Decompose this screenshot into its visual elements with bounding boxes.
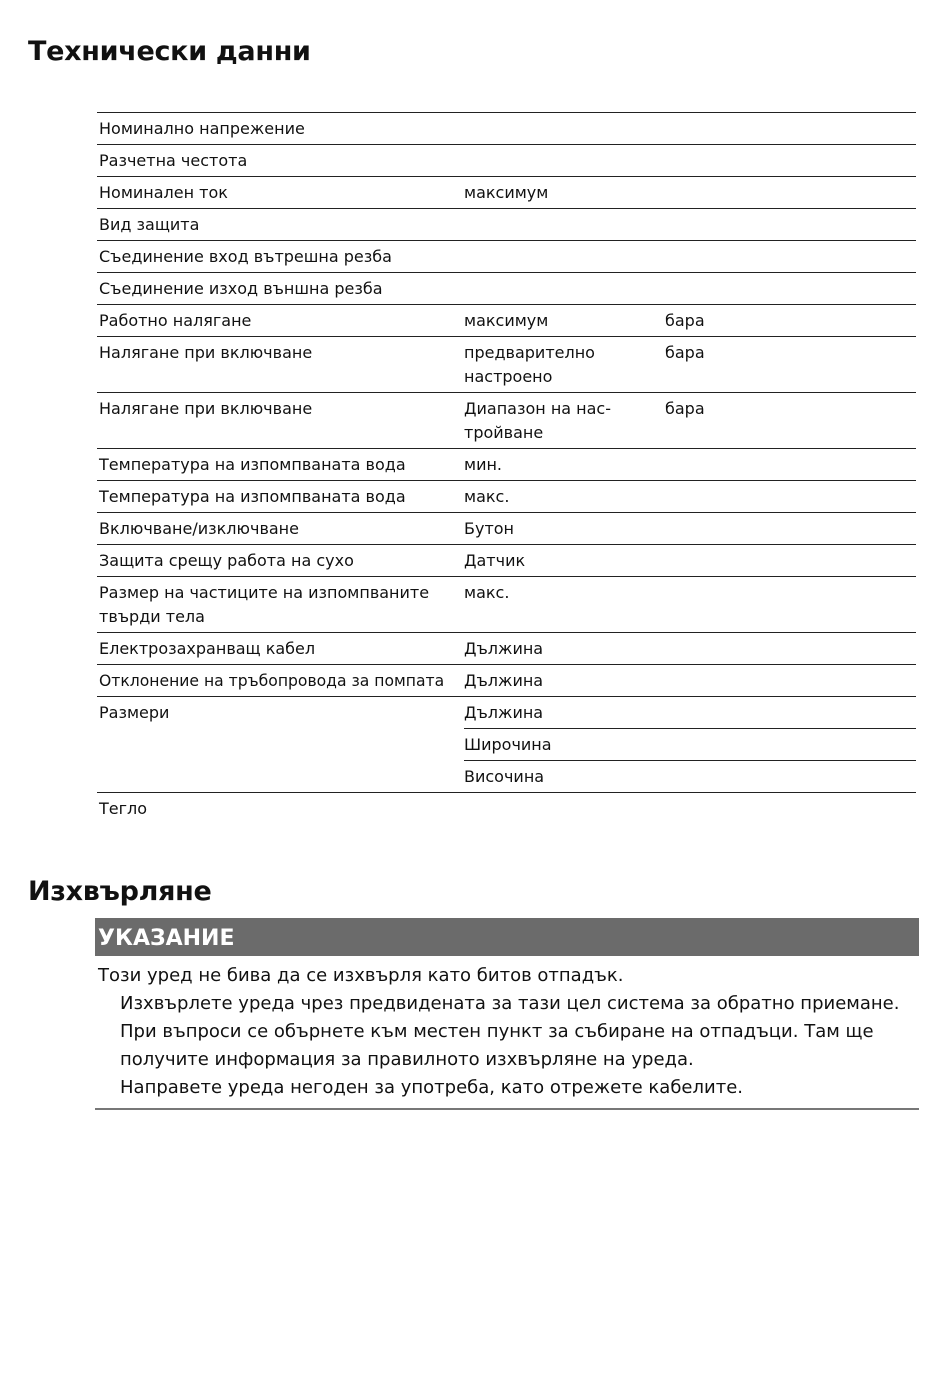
table-row	[97, 633, 916, 665]
table-row	[97, 449, 916, 481]
row-unit	[665, 145, 916, 176]
row-label: Налягане при включване	[99, 343, 313, 362]
row-unit	[665, 177, 916, 208]
row-unit: бара	[665, 399, 705, 418]
dimension-length: Дължина	[464, 703, 544, 722]
row-unit	[665, 241, 916, 272]
row-unit	[665, 633, 916, 664]
row-qualifier: макс.	[464, 487, 510, 506]
table-row	[97, 577, 916, 633]
row-unit	[665, 113, 916, 144]
table-row	[97, 337, 916, 393]
row-label: Разчетна честота	[99, 151, 248, 170]
row-label: Работно налягане	[99, 311, 252, 330]
notice-item: Изхвърлете уреда чрез предвидената за тази цел система за обратно приемане.	[120, 993, 900, 1014]
row-unit	[665, 209, 916, 240]
row-qualifier	[464, 241, 665, 272]
row-unit	[665, 449, 916, 480]
notice-lead: Този уред не бива да се изхвърля като битов отпадък.	[98, 965, 624, 986]
dimensions-row	[97, 697, 916, 793]
weight-label: Тегло	[99, 799, 148, 818]
row-qualifier: предварително настроено	[464, 343, 595, 386]
row-label: Номинално напрежение	[99, 119, 305, 138]
table-row	[97, 177, 916, 209]
row-qualifier: Датчик	[464, 551, 526, 570]
row-label: Номинален ток	[99, 183, 228, 202]
row-unit	[665, 665, 916, 696]
row-label: Електрозахранващ кабел	[99, 639, 316, 658]
row-label: Температура на изпомпваната вода	[99, 455, 406, 474]
row-label: Съединение изход външна резба	[99, 279, 383, 298]
dimensions-values	[464, 697, 916, 792]
row-label: Размер на частиците на изпомпваните твърди тела	[99, 583, 430, 626]
row-qualifier: макс.	[464, 583, 510, 602]
row-qualifier: максимум	[464, 183, 549, 202]
row-qualifier	[464, 145, 665, 176]
row-unit	[665, 273, 916, 304]
notice-item: При въпроси се обърнете към местен пункт за събиране на отпадъци. Там ще получите информация за правилното изхвърляне на уреда.	[120, 1021, 874, 1070]
row-qualifier: Дължина	[464, 671, 544, 690]
row-label: Температура на изпомпваната вода	[99, 487, 406, 506]
row-label: Налягане при включване	[99, 399, 313, 418]
row-unit	[665, 481, 916, 512]
dimensions-subrow	[464, 761, 916, 792]
table-row	[97, 305, 916, 337]
section-title-disposal: Изхвърляне	[28, 876, 212, 907]
row-unit	[665, 513, 916, 544]
dimension-width: Широчина	[464, 735, 552, 754]
dimensions-subrow	[464, 697, 916, 729]
row-qualifier: максимум	[464, 311, 549, 330]
row-qualifier: Диапазон на нас-тройване	[464, 399, 611, 442]
row-label: Отклонение на тръбопровода за помпата	[99, 672, 445, 690]
row-unit: бара	[665, 311, 705, 330]
row-qualifier: Дължина	[464, 639, 544, 658]
table-row	[97, 545, 916, 577]
table-row	[97, 481, 916, 513]
row-unit	[665, 545, 916, 576]
notice-item: Направете уреда негоден за употреба, като отрежете кабелите.	[120, 1077, 743, 1098]
notice-box	[95, 918, 919, 1110]
table-row	[97, 113, 916, 145]
row-label: Вид защита	[99, 215, 200, 234]
notice-label: УКАЗАНИЕ	[95, 918, 919, 956]
notice-body	[95, 956, 919, 1110]
table-row	[97, 241, 916, 273]
table-row	[97, 513, 916, 545]
row-unit: бара	[665, 343, 705, 362]
table-row	[97, 793, 916, 824]
row-label: Включване/изключване	[99, 519, 299, 538]
dimension-height: Височина	[464, 767, 545, 786]
dimensions-subrow	[464, 729, 916, 761]
table-row	[97, 665, 916, 697]
technical-data-table	[97, 112, 916, 824]
row-qualifier	[464, 273, 665, 304]
row-label: Защита срещу работа на сухо	[99, 551, 354, 570]
table-row	[97, 145, 916, 177]
row-label: Съединение вход вътрешна резба	[99, 247, 392, 266]
row-qualifier	[464, 209, 665, 240]
row-qualifier: мин.	[464, 455, 503, 474]
section-title-technical-data: Технически данни	[28, 36, 311, 67]
row-qualifier	[464, 113, 665, 144]
row-unit	[665, 577, 916, 632]
row-qualifier: Бутон	[464, 519, 515, 538]
table-row	[97, 273, 916, 305]
table-row	[97, 393, 916, 449]
table-row	[97, 209, 916, 241]
dimensions-label: Размери	[99, 703, 170, 722]
